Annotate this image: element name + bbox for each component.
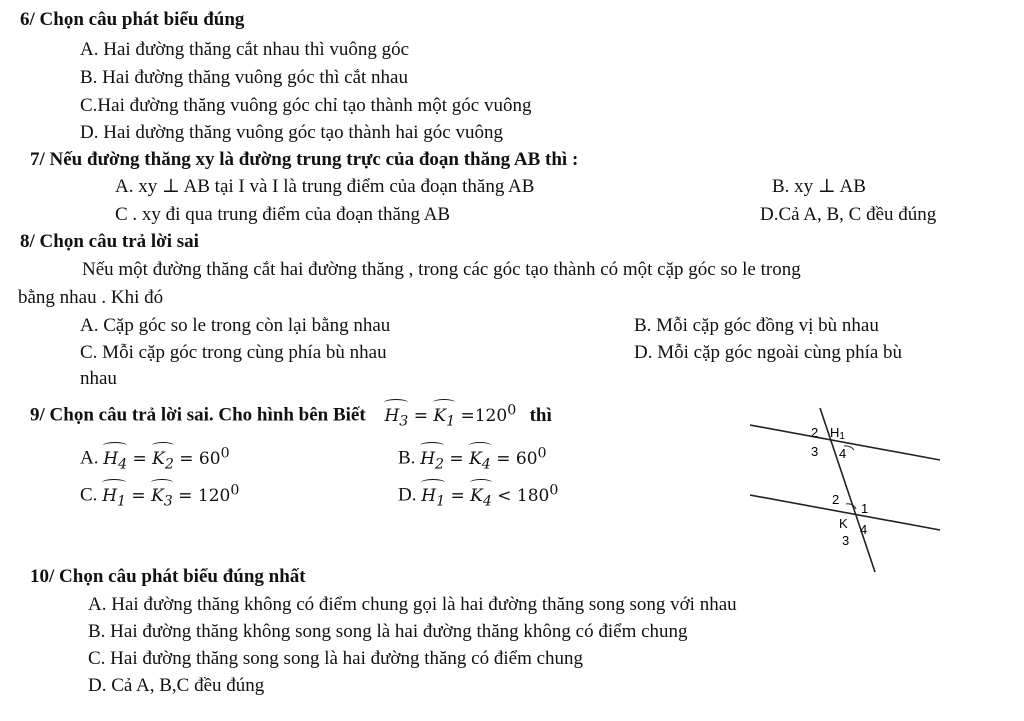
q6-option-d: D. Hai dường thăng vuông góc tạo thành hai góc vuông (80, 122, 503, 143)
fig-k-label-1: 1 (861, 501, 869, 516)
q7-option-c: C . xy đi qua trung điểm của đoạn thăng AB (115, 204, 451, 225)
q9-geometry-figure (750, 400, 950, 575)
q10-option-d: D. Cả A, B,C đều đúng (88, 675, 265, 696)
q9-title-row (30, 398, 552, 433)
q9-option-a: A. $H_4 = K_2 = 60^0$ (80, 441, 230, 476)
q9-option-c: C. $H_1 = K_3 = 120^0$ (80, 478, 239, 513)
q10-title: 10/ Chọn câu phát biểu đúng nhất (30, 566, 306, 587)
q6-option-a: A. Hai đường thăng cắt nhau thì vuông góc (80, 39, 410, 60)
fig-h-point: H1 (830, 425, 845, 442)
q8-option-d-line1: D. Mỗi cặp góc ngoài cùng phía bù (634, 342, 903, 363)
q7-option-a: A. xy ⊥ AB tại I và I là trung điểm của đoạn thăng AB (115, 176, 535, 197)
q7-title: 7/ Nếu đường thăng xy là đường trung trực của đoạn thăng AB thì : (30, 149, 579, 170)
q9-option-d: D. $H_1 = K_4 < 180^0$ (398, 478, 558, 513)
q9-option-b: B. $H_2 = K_4 = 60^0$ (398, 441, 547, 476)
q10-option-c: C. Hai đường thăng song song là hai đường thăng có điểm chung (88, 648, 584, 669)
fig-h-label-2: 2 (811, 425, 819, 440)
q8-option-a: A. Cặp góc so le trong còn lại bằng nhau (80, 315, 391, 336)
q7-option-b: B. xy ⊥ AB (772, 176, 866, 197)
q9-given-formula: $H_3 = K_1 =120^0$ (384, 406, 521, 426)
q8-option-b: B. Mỗi cặp góc đồng vị bù nhau (634, 315, 879, 336)
q7-option-d: D.Cả A, B, C đều đúng (760, 204, 937, 225)
q6-title: 6/ Chọn câu phát biểu đúng (20, 9, 245, 30)
q9-title: 9/ Chọn câu trả lời sai. Cho hình bên Biết (30, 404, 366, 426)
q6-option-c: C.Hai đường thăng vuông góc chỉ tạo thành một góc vuông (80, 95, 532, 116)
q9-given-angle-h: $H_3$ (384, 402, 408, 433)
q8-stem-line1: Nếu một đường thăng cắt hai đường thăng , trong các góc tạo thành có một cặp góc so le trong (82, 259, 801, 280)
fig-h-label-3: 3 (811, 444, 819, 459)
fig-h-label-4: 4 (839, 446, 847, 461)
fig-k-label-2: 2 (832, 492, 840, 507)
fig-k-point: K (839, 516, 848, 531)
q8-stem-line2: bằng nhau . Khi đó (18, 287, 164, 308)
q8-option-c: C. Mỗi cặp góc trong cùng phía bù nhau (80, 342, 387, 363)
q9-title-end: thì (529, 404, 552, 426)
q10-option-b: B. Hai đường thăng không song song là hai đường thăng không có điểm chung (88, 621, 688, 642)
fig-k-label-3: 3 (842, 533, 850, 548)
angle-k-arc (846, 504, 856, 509)
q8-option-d-line2: nhau (80, 368, 117, 389)
q9-given-angle-k: $K_1$ (433, 402, 455, 433)
q8-title: 8/ Chọn câu trả lời sai (20, 231, 199, 252)
q6-option-b: B. Hai đường thăng vuông góc thì cắt nhau (80, 67, 408, 88)
fig-k-label-4: 4 (860, 522, 868, 537)
q10-option-a: A. Hai đường thăng không có điểm chung gọi là hai đường thăng song song với nhau (88, 594, 737, 615)
